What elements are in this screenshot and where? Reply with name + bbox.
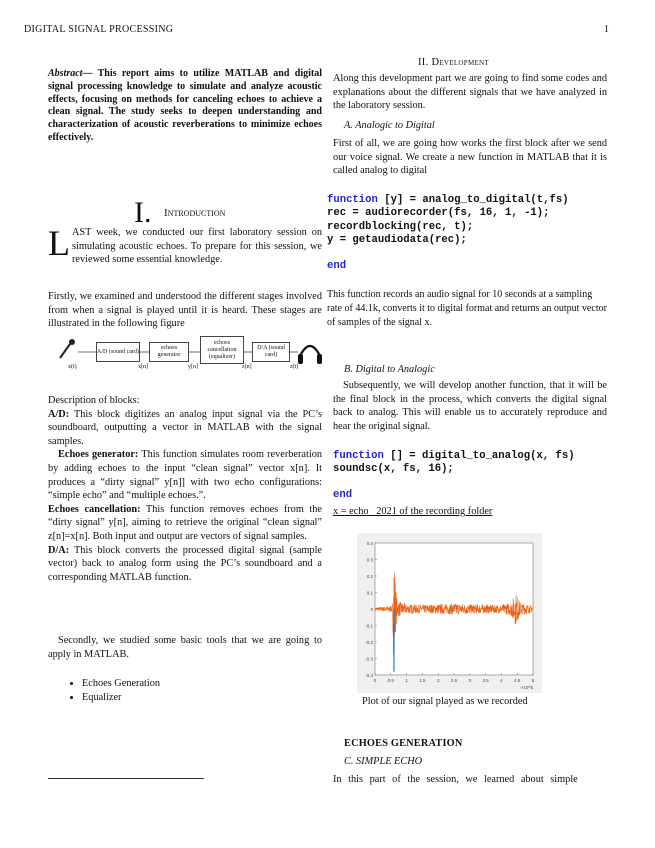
tools-para: Secondly, we studied some basic tools that we are going to apply in MATLAB. xyxy=(48,635,322,660)
y-tick-label: 0 xyxy=(370,607,373,612)
subsection-b-title: B. Digital to Analogic xyxy=(344,364,435,375)
code-block-1: function [y] = analog_to_digital(t,fs) rec = audiorecorder(fs, 16, 1, -1); recordblocking(rec, t); y = getaudiodata(rec); end xyxy=(327,194,569,272)
x-tick-label: 5 xyxy=(531,678,535,683)
x-tick-label: 4.5 xyxy=(514,678,521,683)
x-tick-label: 3 xyxy=(468,678,472,683)
y-tick-label: -0.4 xyxy=(365,673,373,678)
code1-explanation: This function records an audio signal for 10 seconds at a sampling rate of 44.1k, converts it to digital format and returns an output vector of samples of the signal x. xyxy=(327,289,607,328)
code-block-2: function [] = digital_to_analog(x, fs) soundsc(x, fs, 16); end xyxy=(333,450,575,501)
footnote-rule xyxy=(48,778,204,779)
y-tick-label: 0.3 xyxy=(366,557,373,563)
block-echoes-generator: echoes generator xyxy=(149,342,189,362)
x-tick-label: 2.5 xyxy=(450,678,458,683)
abstract xyxy=(48,68,322,145)
y-tick-label: -0.2 xyxy=(365,640,373,645)
list-item: • Echoes Generation xyxy=(82,677,322,691)
x-tick-label: 0 xyxy=(373,678,377,683)
drop-cap: L xyxy=(48,223,70,263)
x-tick-label: 2 xyxy=(436,678,440,683)
subsection-a-title: A. Analogic to Digital xyxy=(344,120,435,131)
x-exponent-label: ×10^5 xyxy=(520,685,533,690)
blocks-description: Description of blocks: A/D: This block digitizes an analog input signal via the PC’s soundboard, outputting a vector in MATLAB with the signal samples. Echoes generator: This function simulates room reverberation by adding echoes to the input “clean signal” vector x[n]. It produces a “dirty signal” y[n]] with two echo configurations: “simple echo” and “multiple echoes.”. Echoes cancellation: This function removes echoes from the “dirty signal” y[n], aiming to retrieve the original “clean signal” z[n]=x[n]. Both input and output are vectors of signal samples. D/A: This block converts the processed digital signal (sample vector) back to analog form using the PC’s soundboard and a corresponding MATLAB function. xyxy=(48,395,322,583)
signal-label: z(t) xyxy=(290,364,299,370)
x-tick-label: 4 xyxy=(500,678,503,683)
intro-second-para: Firstly, we examined and understood the different stages involved from when a signal is played until it is heard. These stages are illustrated in the following figure xyxy=(48,291,322,330)
signal-plot-svg xyxy=(357,533,542,693)
section-numeral: I. xyxy=(134,196,152,229)
x-tick-label: 1.5 xyxy=(419,678,426,683)
plot-caption: Plot of our signal played as we recorded xyxy=(362,696,528,707)
y-tick-label: 0.4 xyxy=(366,541,373,546)
echoes-generation-heading: ECHOES GENERATION xyxy=(344,738,463,749)
development-heading: II. Development xyxy=(418,57,489,68)
subsection-c-text: In this part of the session, we learned about simple xyxy=(333,774,578,785)
y-tick-label: 0.1 xyxy=(366,590,373,596)
subsection-b-text: Subsequently, we will develop another function, that it will be the final block in the process, which converts the digital signal back to analog. This will enable us to accurately reproduce and hear the original signal. xyxy=(333,380,607,432)
microphone-icon xyxy=(60,339,75,358)
signal-plot xyxy=(357,533,542,693)
page-number: 1 xyxy=(604,24,610,35)
abstract-label: Abstract— xyxy=(48,68,93,79)
running-header: DIGITAL SIGNAL PROCESSING xyxy=(24,24,174,35)
intro-heading: Introduction xyxy=(164,207,226,219)
tools-list xyxy=(48,677,322,704)
block-ad: A/D (sound card) xyxy=(96,342,140,362)
block-echoes-cancellation: echoes cancellation (equalizer) xyxy=(200,336,244,364)
x-tick-label: 1 xyxy=(405,678,408,683)
y-tick-label: -0.1 xyxy=(365,623,373,629)
block-da: D/A (sound card) xyxy=(252,342,290,362)
y-tick-label: 0.2 xyxy=(366,574,373,579)
x-tick-label: 3.5 xyxy=(482,678,489,683)
subsection-a-text: First of all, we are going how works the first block after we send our voice signal. We create a new function in MATLAB that it is called analog to digital xyxy=(333,138,607,177)
x-tick-label: 0.5 xyxy=(387,678,394,683)
signal-label: z[n] xyxy=(242,364,252,370)
intro-first-para: LAST week, we conducted our first laboratory session on simulating acoustic echoes. To prepare for this session, we reviewed some essential knowledge. xyxy=(48,223,322,266)
headphones-icon xyxy=(298,346,322,364)
development-intro: Along this development part we are going to find some codes and explanations about the different signals that we have analyzed in the laboratory session. xyxy=(333,73,607,112)
block-diagram xyxy=(48,332,322,374)
recording-note: x = echo _2021 of the recording folder xyxy=(333,506,493,517)
list-item: • Equalizer xyxy=(82,691,322,705)
signal-label: x(t) xyxy=(68,364,77,370)
subsection-c-title: C. SIMPLE ECHO xyxy=(344,756,423,767)
y-tick-label: -0.3 xyxy=(365,656,373,662)
signal-label: x[n] xyxy=(138,364,148,370)
signal-label: y[n] xyxy=(188,364,198,370)
abstract-text: This report aims to utilize MATLAB and digital signal processing knowledge to simulate and analyze acoustic effects, focusing on methods for canceling echoes to achieve a clean signal. The study seeks to deepen understanding and characterization of acoustic reverberations to minimize echoes effectively. xyxy=(48,68,322,143)
